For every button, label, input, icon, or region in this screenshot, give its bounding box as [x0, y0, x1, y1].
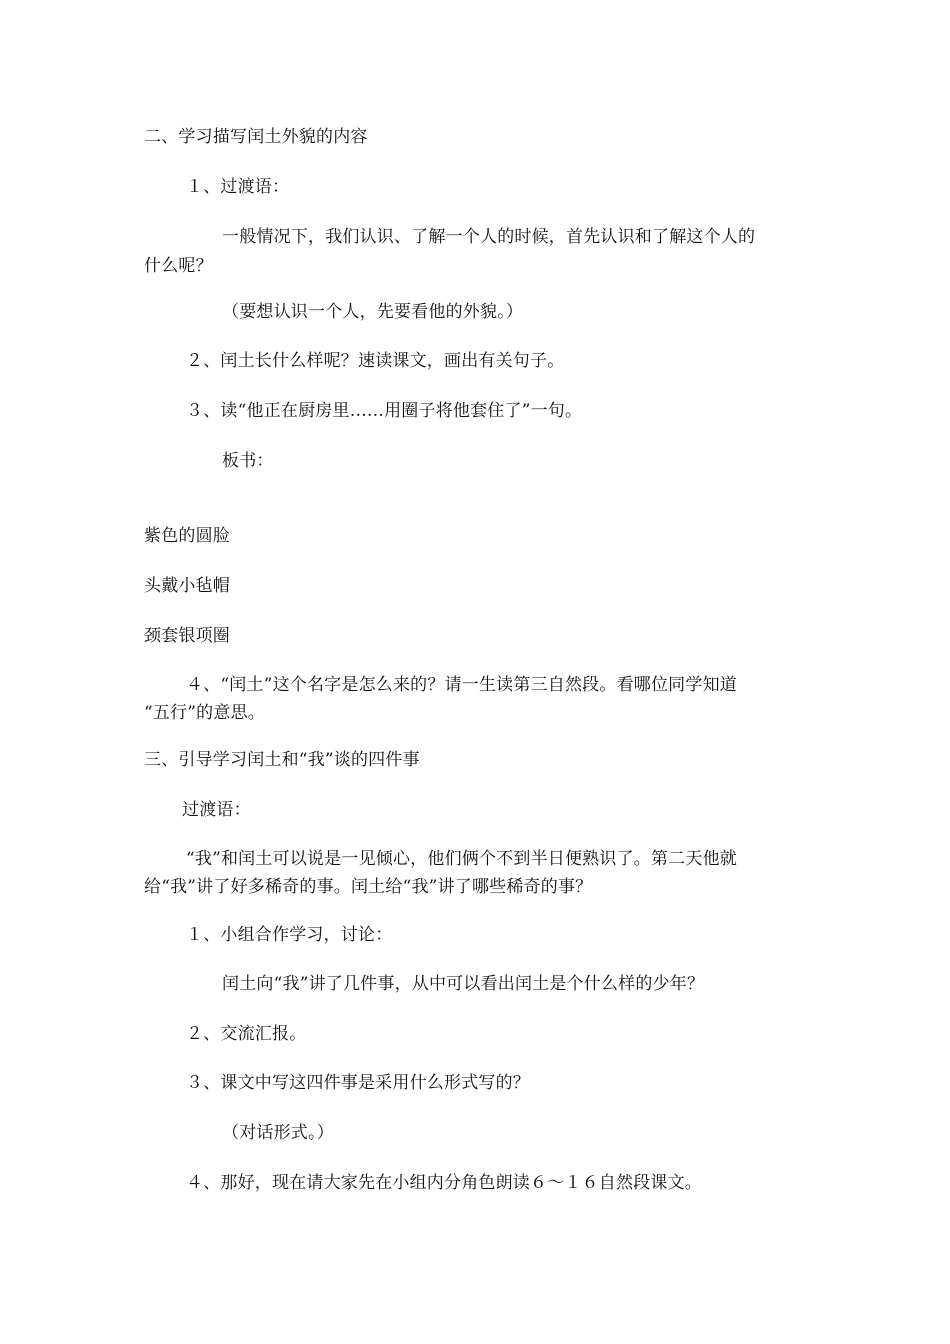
item-3-1: １、小组合作学习，讨论：: [186, 925, 393, 945]
item-2-4-line2: “五行”的意思。: [144, 703, 265, 723]
item-3-2: ２、交流汇报。: [186, 1024, 307, 1044]
transition-text-line2: 给“我”讲了好多稀奇的事。闰土给“我”讲了哪些稀奇的事？: [144, 877, 593, 897]
item-3-1-text: 闰土向“我”讲了几件事，从中可以看出闰土是个什么样的少年？: [222, 974, 705, 994]
item-2-3: ３、读“他正在厨房里……用圈子将他套住了”一句。: [186, 401, 583, 421]
item-3-3-answer: （对话形式。）: [222, 1123, 334, 1143]
item-2-2: ２、闰土长什么样呢？速读课文，画出有关句子。: [186, 351, 565, 371]
transition-label: 过渡语：: [182, 800, 251, 820]
transition-text-line1: “我”和闰土可以说是一见倾心，他们俩个不到半日便熟识了。第二天他就: [186, 849, 737, 869]
item-2-4-line1: ４、“闰土”这个名字是怎么来的？请一生读第三自然段。看哪位同学知道: [186, 675, 737, 695]
item-2-1-text-line1: 一般情况下，我们认识、了解一个人的时候，首先认识和了解这个人的: [222, 227, 756, 247]
board-label: 板书：: [222, 451, 274, 471]
item-3-4: ４、那好，现在请大家先在小组内分角色朗读６～１６自然段课文。: [186, 1173, 702, 1193]
board-item: 紫色的圆脸: [144, 526, 230, 546]
item-2-1-text-line2: 什么呢？: [144, 256, 213, 276]
board-item: 头戴小毡帽: [144, 576, 230, 596]
section-heading-2: 二、学习描写闰土外貌的内容: [144, 127, 368, 147]
item-3-3: ３、课文中写这四件事是采用什么形式写的？: [186, 1073, 530, 1093]
item-2-1-answer: （要想认识一个人，先要看他的外貌。）: [222, 302, 524, 322]
item-2-1: １、过渡语：: [186, 177, 290, 197]
section-heading-3: 三、引导学习闰土和“我”谈的四件事: [144, 750, 420, 770]
board-item: 颈套银项圈: [144, 626, 230, 646]
